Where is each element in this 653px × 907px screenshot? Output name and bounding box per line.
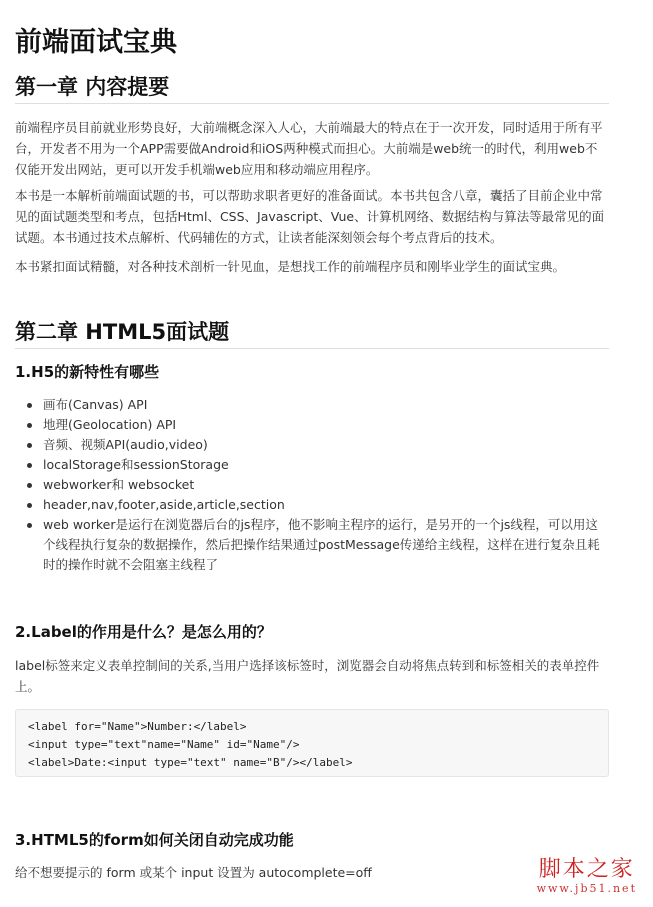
q3-text: 给不想要提示的 form 或某个 input 设置为 autocomplete=off [15,865,372,880]
list-item: localStorage和sessionStorage [43,455,609,475]
list-item: 画布(Canvas) API [43,395,609,415]
list-item: header,nav,footer,aside,article,section [43,495,609,515]
code-line: <label>Date:<input type="text" name="B"/></label> [28,756,353,769]
features-list [15,395,609,575]
chapter2-heading: 第二章 HTML5面试题 [15,318,609,349]
q2-text: label标签来定义表单控制间的关系,当用户选择该标签时，浏览器会自动将焦点转到和标签相关的表单控件上。 [15,658,600,694]
q1-heading: 1.H5的新特性有哪些 [15,363,160,381]
code-line: <label for="Name">Number:</label> [28,720,247,733]
page-title: 前端面试宝典 [15,27,177,58]
list-item: 音频、视频API(audio,video) [43,435,609,455]
site-watermark [537,858,637,895]
chapter1-paragraph-2: 本书是一本解析前端面试题的书，可以帮助求职者更好的准备面试。本书共包含八章，囊括了目前企业中常见的面试题类型和考点，包括Html、CSS、Javascript、Vue、计算机网络、数据结构与算法等最常见的面试题。本书通过技术点解析、代码辅佐的方式，让读者能深刻领会每个考点背后的技术。 [15,188,605,245]
list-item: web worker是运行在浏览器后台的js程序，他不影响主程序的运行，是另开的一个js线程，可以用这个线程执行复杂的数据操作，然后把操作结果通过postMessage传递给主线程，这样在进行复杂且耗时的操作时就不会阻塞主线程了 [43,515,609,575]
chapter1-paragraph-3: 本书紧扣面试精髓，对各种技术剖析一针见血，是想找工作的前端程序员和刚毕业学生的面试宝典。 [15,259,566,274]
list-item: 地理(Geolocation) API [43,415,609,435]
watermark-url: www.jb51.net [536,882,637,895]
code-block [15,709,609,777]
watermark-logo-text: 脚本之家 [538,857,635,882]
q3-heading: 3.HTML5的form如何关闭自动完成功能 [15,831,294,849]
chapter1-paragraph-1: 前端程序员目前就业形势良好，大前端概念深入人心，大前端最大的特点在于一次开发，同时适用于所有平台，开发者不用为一个APP需要做Android和iOS两种模式而担心。大前端是web统一的时代，利用web不仅能开发出网站，更可以开发手机端web应用和移动端应用程序。 [15,120,603,177]
q2-heading: 2.Label的作用是什么？是怎么用的？ [15,623,272,641]
list-item: webworker和 websocket [43,475,609,495]
chapter1-heading: 第一章 内容提要 [15,73,609,104]
code-line: <input type="text"name="Name" id="Name"/> [28,738,300,751]
